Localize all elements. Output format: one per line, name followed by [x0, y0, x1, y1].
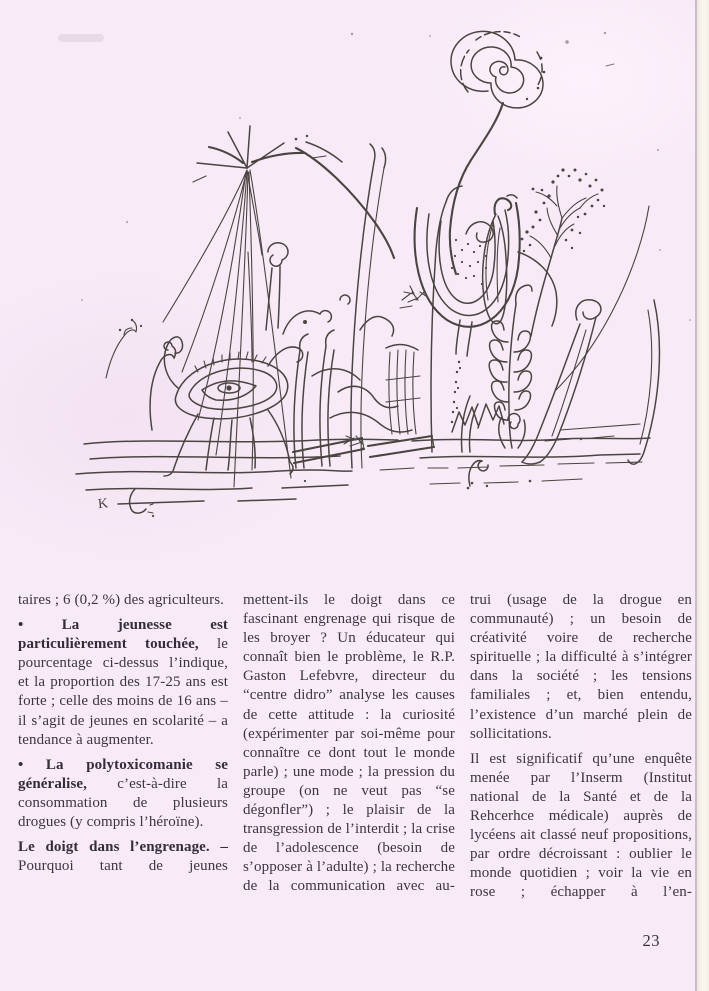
paragraph-text: c’est-à-dire la consommation de plusieurs drogues (y compris l’héroïne).	[18, 775, 228, 831]
scan-edge	[695, 0, 709, 991]
paragraph	[18, 591, 228, 610]
drooping-bud-plant	[483, 195, 517, 324]
paragraph	[243, 591, 455, 897]
paragraph-lead: Le doigt dans l’engrenage. –	[18, 839, 228, 856]
paragraph	[18, 756, 228, 832]
paragraph	[18, 616, 228, 750]
column-1	[18, 591, 228, 903]
paragraph-lead: • La jeunesse est particulièrement touchée,	[18, 617, 228, 653]
paragraph-text: trui (usage de la drogue en communauté) ; un besoin de créativité voire de recherche spirituelle ; la difficulté à s’intégrer dans la société ; les tensions familiales ; et, bien entendu, l’existence d’un marché plein de sollicitations.	[470, 592, 692, 742]
paragraph-lead: • La polytoxicomanie se généralise,	[18, 756, 228, 792]
paper-smudge	[58, 34, 104, 42]
column-3	[470, 591, 692, 903]
fern-frond	[489, 285, 532, 448]
fiddlehead-sprout	[266, 243, 288, 330]
paragraph-text: taires ; 6 (0,2 %) des agriculteurs.	[18, 592, 225, 608]
ground-lines	[76, 424, 650, 504]
paragraph	[470, 750, 692, 903]
paragraph-text: Il est significatif qu’une enquête menée par l’Inserm (Institut national de la Santé et de la Rehcerhce médicale) auprès de lycéens ait classé neuf propositions, par ordre décroissant : oublier le monde quotidien ; voir la vie en rose ; échapper à l’en-	[470, 750, 692, 901]
paper-specks	[81, 32, 691, 321]
dotted-branch-plant	[521, 168, 606, 336]
article-columns	[18, 591, 694, 903]
paragraph-text: le pourcentage ci-dessus l’indique, et la proportion des 17-25 ans est forte ; celle des moins de 16 ans – il s’agit de jeunes en scolarité – a tendance à augmenter.	[18, 636, 228, 748]
left-sprigs	[106, 319, 176, 430]
paragraph-text: Pourquoi tant de jeunes	[18, 858, 228, 875]
paragraph	[470, 591, 692, 744]
paragraph-text: mettent-ils le doigt dans ce fascinant engrenage qui risque de les broyer ? Un éducateur qui connaît bien le problème, le R.P. Gaston Lefebvre, directeur du “centre didro” analyse les causes de cette attitude : la curiosité (expérimenter par soi-même pour connaître ce dont tout le monde parle) ; une mode ; la pression du groupe (on ne veut pas “se dégonfler”) ; le plaisir de la transgression de l’interdit ; la crise de l’adolescence (besoin de s’opposer à l’adulte) ; la recherche de la communication avec au-	[243, 592, 455, 895]
paragraph	[18, 838, 228, 876]
signature-letter: K	[97, 496, 109, 513]
spiral-flower	[450, 31, 545, 274]
page-number: 23	[642, 931, 660, 950]
column-2	[243, 591, 455, 903]
